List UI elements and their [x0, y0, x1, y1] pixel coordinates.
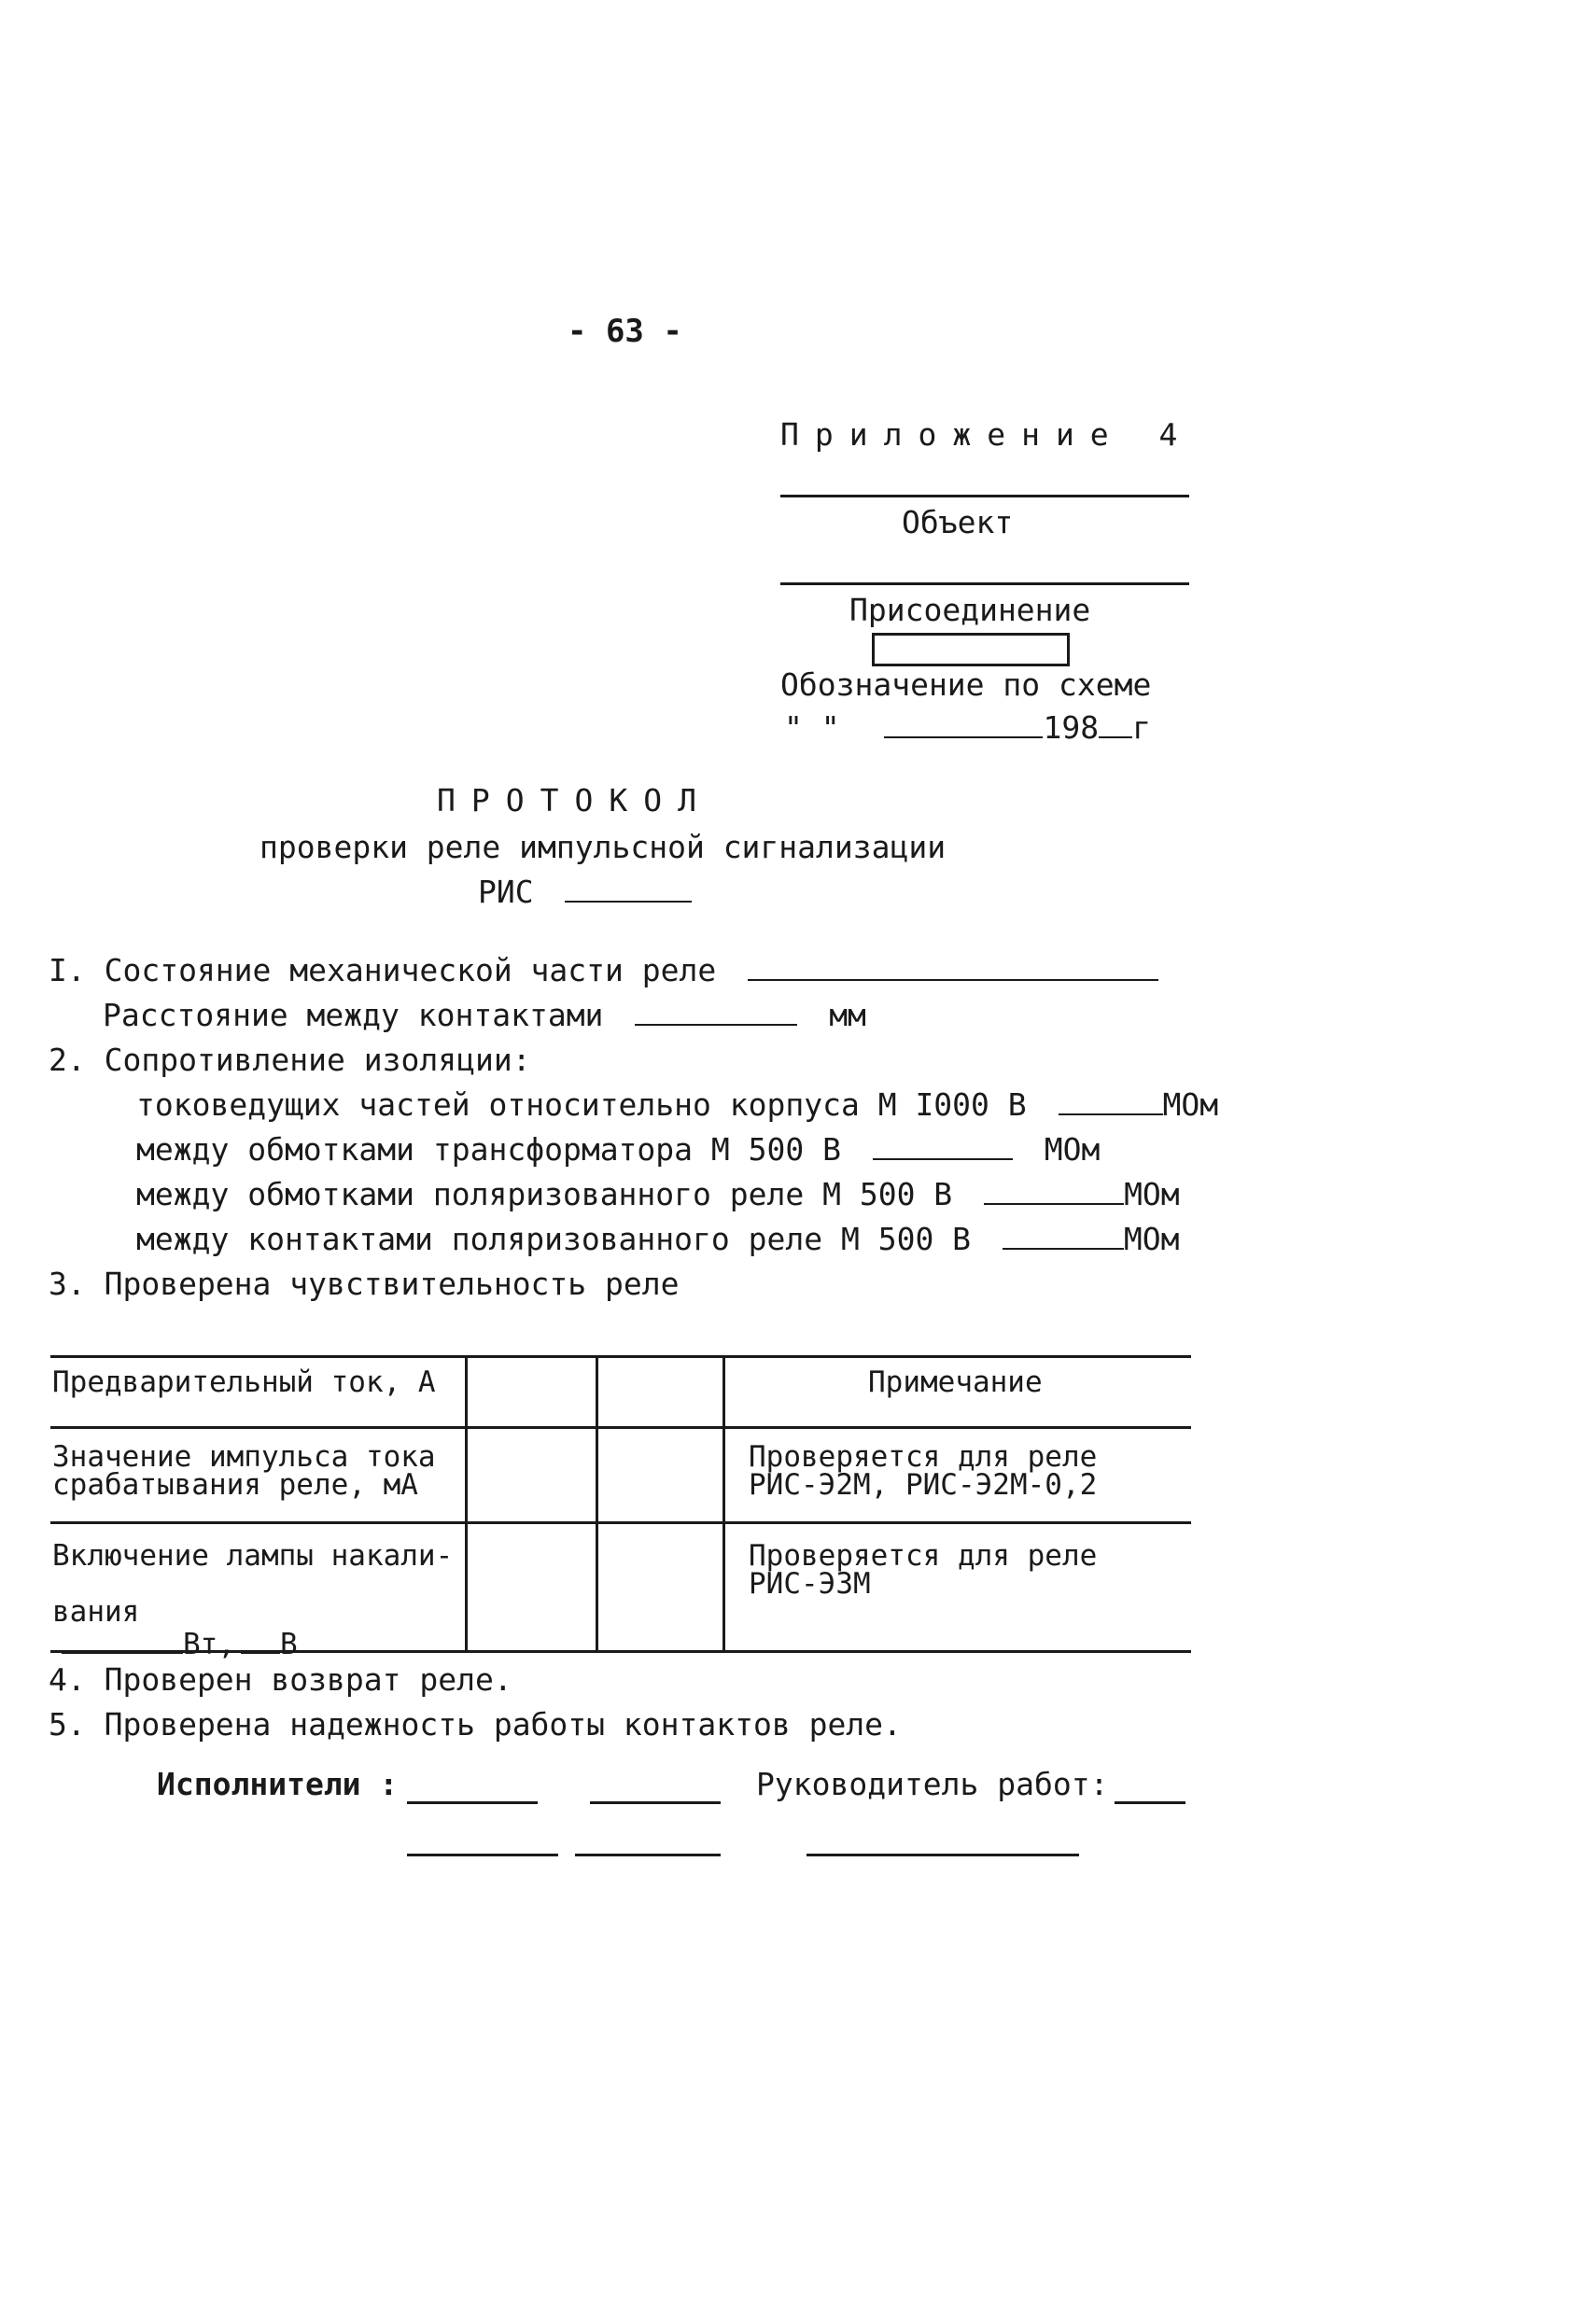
item-1-text: I. Состояние механической части реле	[49, 952, 717, 988]
row3-label-b	[52, 1570, 298, 1659]
item-2d-unit: МОм	[1123, 1221, 1180, 1257]
table-line-2	[50, 1426, 1191, 1429]
appendix-label: Приложение 4	[780, 416, 1194, 453]
distance-unit: мм	[829, 997, 866, 1033]
item-1-fill	[748, 953, 1158, 981]
relay-type-fill	[565, 875, 692, 903]
distance-fill	[635, 998, 797, 1026]
item-2: 2. Сопротивление изоляции:	[49, 1042, 531, 1078]
item-2d	[136, 1221, 1180, 1258]
row3-note: Проверяется для реле РИС-ЭЗМ	[749, 1539, 1098, 1601]
item-2a-text: токоведущих частей относительно корпуса М I000 В	[136, 1086, 1027, 1123]
year: 198	[1043, 709, 1100, 746]
table-vline-3	[722, 1355, 725, 1650]
row3-unit-w: Вт,	[183, 1628, 235, 1661]
table-vline-2	[596, 1355, 598, 1650]
object-line	[780, 495, 1189, 497]
item-2b-unit: МОм	[1044, 1131, 1101, 1168]
note-header: Примечание	[868, 1365, 1043, 1399]
item-3: 3. Проверена чувствительность реле	[49, 1266, 680, 1302]
relay-type-line	[478, 874, 692, 911]
performer-sign-2	[590, 1801, 721, 1804]
table-vline-1	[465, 1355, 468, 1650]
date-line	[784, 709, 1151, 747]
item-2a	[136, 1086, 1218, 1124]
table-top-line	[50, 1355, 1191, 1358]
item-4: 4. Проверен возврат реле.	[49, 1661, 512, 1698]
row3-label-a: Включение лампы накали-	[52, 1539, 454, 1573]
scheme-box	[872, 633, 1070, 666]
item-1-distance	[103, 997, 866, 1034]
row3-label-b-text: вания	[52, 1595, 140, 1629]
page-number: - 63 -	[568, 313, 682, 350]
scheme-label: Обозначение по схеме	[780, 666, 1152, 703]
item-1-distance-text: Расстояние между контактами	[103, 997, 604, 1033]
supervisor-sign-1	[1115, 1801, 1185, 1804]
row3-volt-fill	[241, 1626, 280, 1654]
item-2b	[136, 1131, 1100, 1169]
item-2a-fill	[1059, 1087, 1163, 1115]
relay-type-label: РИС	[478, 874, 534, 910]
row2-note: Проверяется для реле РИС-Э2М, РИС-Э2М-0,2	[749, 1440, 1098, 1502]
protocol-subtitle: проверки реле импульсной сигнализации	[259, 829, 947, 865]
supervisor-label: Руководитель работ:	[756, 1766, 1109, 1802]
protocol-title: ПРОТОКОЛ	[437, 782, 712, 819]
item-2d-fill	[1003, 1222, 1124, 1250]
row1-label: Предварительный ток, А	[52, 1365, 436, 1399]
item-5: 5. Проверена надежность работы контактов реле.	[49, 1706, 902, 1743]
item-2b-fill	[873, 1132, 1013, 1160]
item-2c	[136, 1176, 1180, 1213]
performer-sign-4	[575, 1854, 721, 1856]
connection-line	[780, 582, 1189, 585]
item-2b-text: между обмотками трансформатора М 500 В	[136, 1131, 841, 1168]
item-1	[49, 952, 1158, 989]
item-2c-fill	[984, 1177, 1124, 1205]
item-2c-text: между обмотками поляризованного реле М 500 В	[136, 1176, 953, 1212]
item-2c-unit: МОм	[1124, 1176, 1180, 1212]
item-2d-text: между контактами поляризованного реле М 500 В	[136, 1221, 972, 1257]
supervisor-sign-2	[807, 1854, 1079, 1856]
date-quotes: " "	[784, 709, 840, 746]
row3-watt-fill	[62, 1626, 183, 1654]
performer-sign-3	[407, 1854, 558, 1856]
object-label: Объект	[902, 504, 1014, 540]
row2-label: Значение импульса тока срабатывания реле, мА	[52, 1440, 436, 1502]
table-line-3	[50, 1521, 1191, 1524]
date-fill	[884, 710, 1043, 738]
item-2a-unit: МОм	[1162, 1086, 1219, 1123]
performers-label: Исполнители :	[157, 1766, 399, 1802]
year-suffix: г	[1132, 709, 1151, 746]
performer-sign-1	[407, 1801, 538, 1804]
connection-label: Присоединение	[849, 592, 1091, 628]
row3-unit-v: В	[280, 1628, 298, 1661]
year-fill	[1099, 710, 1132, 738]
